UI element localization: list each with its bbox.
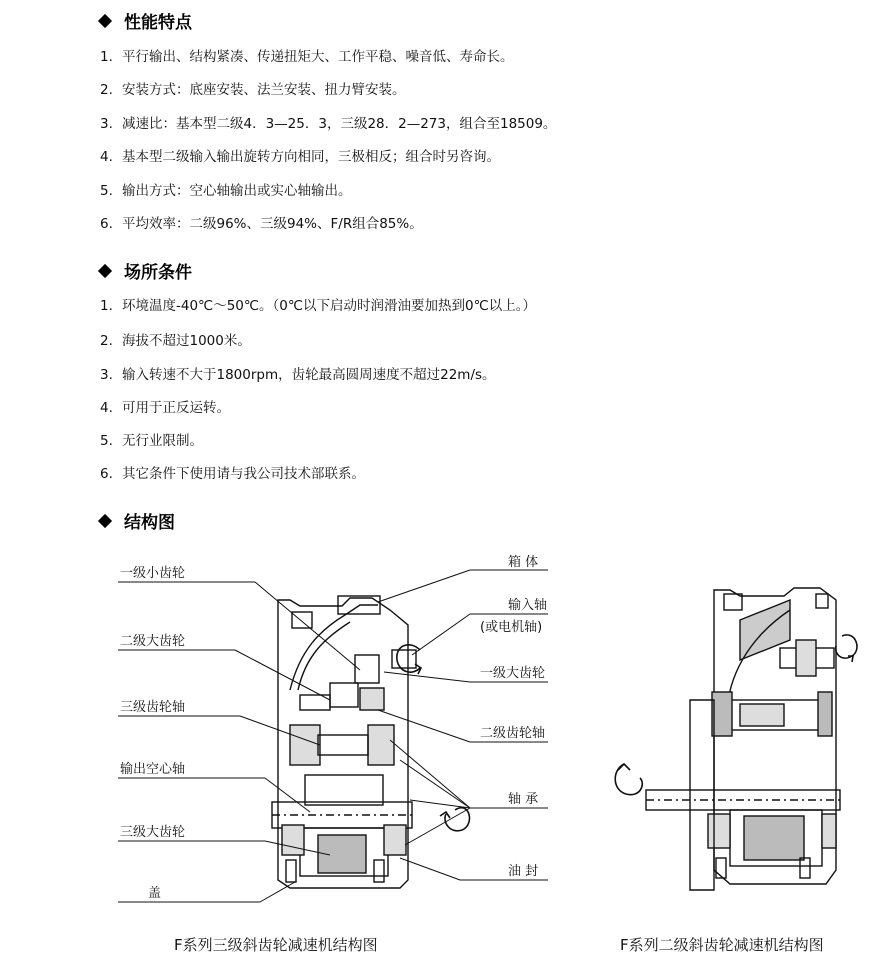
- list-item: 2. 安装方式：底座安装、法兰安装、扭力臂安装。: [100, 82, 406, 98]
- caption-three-stage: F系列三级斜齿轮减速机结构图: [174, 936, 378, 954]
- label-second-stage-gear-shaft: 二级齿轮轴: [480, 726, 546, 741]
- list-item: 4. 基本型二级输入输出旋转方向相同，三极相反；组合时另咨询。: [100, 149, 500, 165]
- label-input-shaft: 输入轴: [508, 598, 548, 613]
- caption-two-stage: F系列二级斜齿轮减速机结构图: [620, 936, 824, 954]
- label-cover: 盖: [148, 886, 162, 901]
- list-item: 1. 平行输出、结构紧凑、传递扭矩大、工作平稳、噪音低、寿命长。: [100, 49, 514, 65]
- list-item: 3. 输入转速不大于1800rpm，齿轮最高圆周速度不超过22m/s。: [100, 367, 496, 383]
- diagram-labels-right: [480, 554, 547, 879]
- label-third-stage-gear-shaft: 三级齿轮轴: [120, 700, 186, 715]
- label-hollow-output-shaft: 输出空心轴: [120, 762, 186, 777]
- list-item: 3. 减速比：基本型二级4．3—25．3，三级28．2—273，组合至18509。: [100, 116, 557, 132]
- list-item: 6. 其它条件下使用请与我公司技术部联系。: [100, 466, 365, 482]
- list-item: 5. 无行业限制。: [100, 433, 203, 449]
- list-item: 1. 环境温度-40℃～50℃。（0℃以下启动时润滑油要加热到0℃以上。）: [100, 298, 537, 314]
- diagram-labels-left: [120, 565, 185, 901]
- features-title: 性能特点: [124, 13, 192, 33]
- structure-title: 结构图: [124, 513, 175, 533]
- label-bearing: 轴 承: [508, 792, 539, 807]
- two-stage-gearbox-drawing: [646, 588, 840, 890]
- list-item: 2. 海拔不超过1000米。: [100, 333, 251, 349]
- label-housing: 箱 体: [508, 555, 539, 570]
- list-item: 5. 输出方式：空心轴输出或实心轴输出。: [100, 183, 352, 199]
- conditions-title: 场所条件: [124, 263, 192, 283]
- label-first-stage-gear: 一级大齿轮: [480, 666, 546, 681]
- label-oil-seal: 油 封: [508, 864, 539, 879]
- three-stage-gearbox-drawing: [272, 596, 416, 888]
- label-third-stage-gear: 三级大齿轮: [120, 825, 186, 840]
- label-first-stage-pinion: 一级小齿轮: [120, 566, 186, 581]
- list-item: 6. 平均效率：二级96%、三级94%、F/R组合85%。: [100, 216, 423, 232]
- list-item: 4. 可用于正反运转。: [100, 400, 230, 416]
- label-motor-shaft: (或电机轴): [480, 620, 543, 635]
- label-second-stage-gear: 二级大齿轮: [120, 634, 186, 649]
